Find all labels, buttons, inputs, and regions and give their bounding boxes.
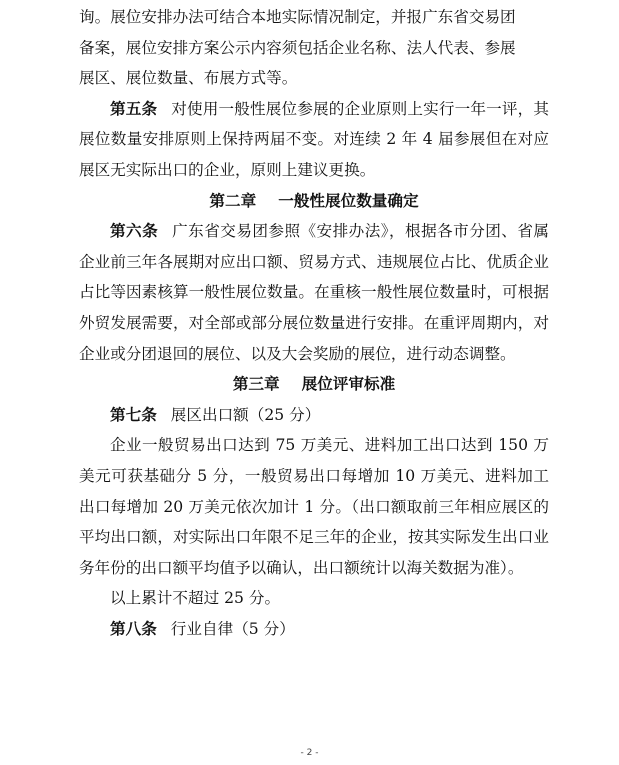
article-5-text: 对使用一般性展位参展的企业原则上实行一年一评，其展位数量安排原则上保持两届不变。对连续 2 年 4 届参展但在对应展区无实际出口的企业，原则上建议更换。	[79, 99, 549, 179]
chapter-2-heading	[79, 186, 549, 217]
article-7-heading	[79, 400, 549, 431]
chapter-3-title: 展位评审标准	[301, 375, 396, 394]
article-5	[79, 94, 549, 186]
article-7-paragraph-1: 企业一般贸易出口达到 75 万美元、进料加工出口达到 150 万美元可获基础分 5 分，一般贸易出口每增加 10 万美元、进料加工出口每增加 20 万美元依次加计 1 分。（出口额取前三年相应展区的平均出口额，对实际出口年限不足三年的企业，按其实际发生出口业务年份的出口额平均值予以确认，出口额统计以海关数据为准）。	[79, 436, 549, 577]
intro-line-1: 询。展位安排办法可结合本地实际情况制定，并报广东省交易团	[79, 8, 516, 26]
intro-line-2: 备案，展位安排方案公示内容须包括企业名称、法人代表、参展	[79, 38, 516, 57]
article-6-text: 广东省交易团参照《安排办法》，根据各市分团、省属企业前三年各展期对应出口额、贸易方式、违规展位占比、优质企业占比等因素核算一般性展位数量。在重核一般性展位数量时，可根据外贸发展需要，对全部或部分展位数量进行安排。在重评周期内，对企业或分团退回的展位、以及大会奖励的展位，进行动态调整。	[79, 222, 549, 363]
article-7-label: 第七条	[110, 405, 157, 424]
article-8-heading	[79, 614, 549, 645]
article-8-label: 第八条	[110, 619, 157, 638]
intro-line-3: 展区、展位数量、布展方式等。	[79, 69, 298, 88]
chapter-2-title: 一般性展位数量确定	[278, 191, 419, 210]
article-8-title: 行业自律（5 分）	[170, 619, 295, 638]
article-7-paragraph-2: 以上累计不超过 25 分。	[110, 589, 281, 608]
chapter-3-number: 第三章	[232, 375, 280, 394]
article-6	[79, 216, 549, 369]
page-number: - 2 -	[300, 748, 319, 758]
article-7-title: 展区出口额（25 分）	[170, 405, 321, 424]
chapter-2-number: 第二章	[209, 191, 257, 210]
article-5-label: 第五条	[110, 99, 158, 118]
document-body	[79, 2, 549, 644]
chapter-3-heading	[79, 369, 549, 400]
article-6-label: 第六条	[110, 222, 159, 241]
